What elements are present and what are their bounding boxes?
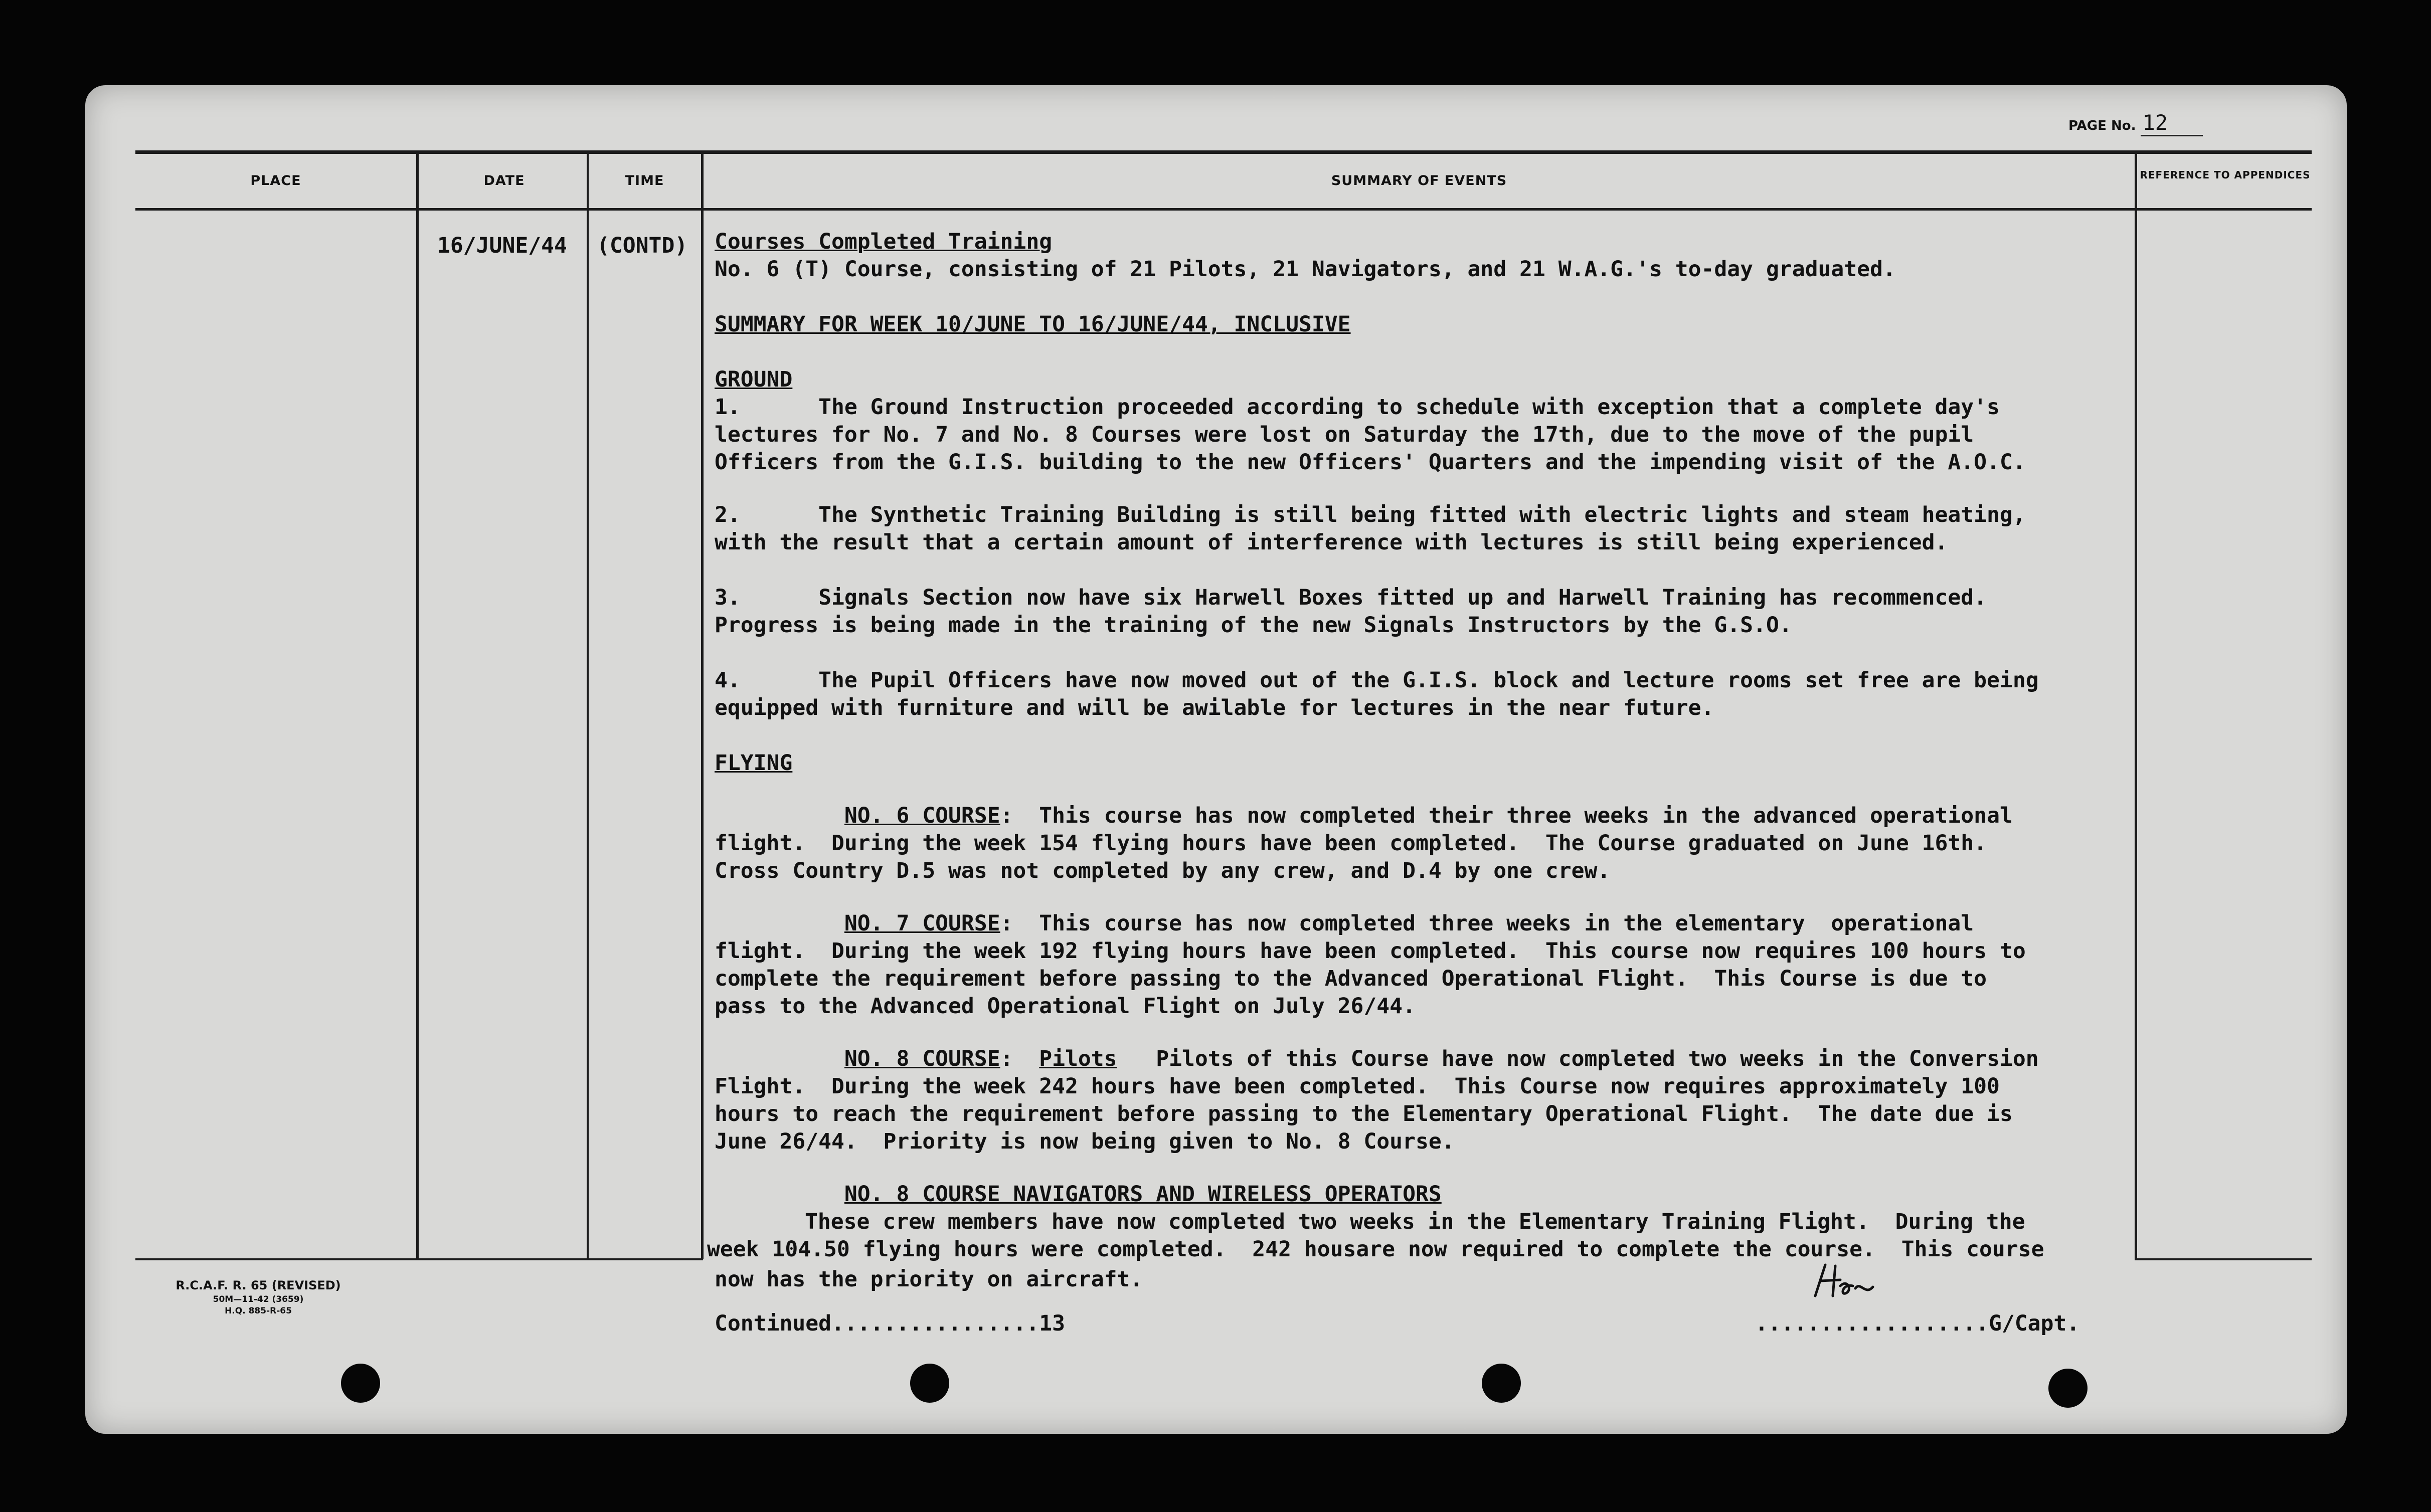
page-number [2068,110,2203,136]
course-8-line-2: Flight. During the week 242 hours have been completed. This Course now requires approximately 100 [715,1074,2000,1099]
courses-heading: Courses Completed Training [715,229,1053,254]
courses-text: No. 6 (T) Course, consisting of 21 Pilots, 21 Navigators, and 21 W.A.G.'s to-day graduated. [715,257,1896,282]
ground-item-1-line-2: lectures for No. 7 and No. 8 Courses were lost on Saturday the 17th, due to the move of the pupil [715,422,1974,447]
navigators-heading: NO. 8 COURSE NAVIGATORS AND WIRELESS OPERATORS [844,1182,1442,1207]
ground-item-1-line-3: Officers from the G.I.S. building to the new Officers' Quarters and the impending visit of the A.O.C. [715,450,2026,475]
course-8-label: NO. 8 COURSE [844,1046,1000,1071]
navigators-line-2: week 104.50 flying hours were completed. 242 housare now required to complete the course. This course [707,1237,2044,1262]
course-6-line-3: Cross Country D.5 was not completed by any crew, and D.4 by one crew. [715,858,1611,883]
column-header-summary: SUMMARY OF EVENTS [1331,173,1507,188]
binder-hole-4 [2048,1369,2088,1408]
bottom-rule-right [2135,1258,2312,1260]
course-8-line-1-text: Pilots of this Course have now completed two weeks in the Conversion [1117,1046,2039,1071]
entry-date: 16/JUNE/44 [437,233,567,258]
course-7-label: NO. 7 COURSE [844,911,1000,936]
column-rule-summary [2135,154,2137,1259]
course-8-pilots-label: Pilots [1039,1046,1117,1071]
handwritten-initials [1805,1261,1880,1301]
form-note-line-3: H.Q. 885-R-65 [225,1306,292,1316]
flying-heading: FLYING [715,750,793,776]
ground-item-3-line-2: Progress is being made in the training of the new Signals Instructors by the G.S.O. [715,613,1792,638]
entry-time: (CONTD) [597,233,688,258]
navigators-line-3: now has the priority on aircraft. [715,1267,1143,1292]
summary-heading: SUMMARY FOR WEEK 10/JUNE TO 16/JUNE/44, INCLUSIVE [715,312,1351,337]
course-8-line-3: hours to reach the requirement before passing to the Elementary Operational Flight. The date due is [715,1101,2013,1126]
course-7-line-1 [715,910,2119,937]
course-7-line-1-text: : This course has now completed three weeks in the elementary operational [1000,911,1974,936]
header-bottom-rule [135,208,2312,211]
page-number-label: PAGE No. [2068,118,2136,133]
course-6-line-2: flight. During the week 154 flying hours have been completed. The Course graduated on June 16th. [715,831,1987,856]
binder-hole-3 [1482,1364,1521,1403]
column-header-time: TIME [625,173,664,188]
ground-heading: GROUND [715,367,793,392]
course-6-line-1-text: : This course has now completed their three weeks in the advanced operational [1000,803,2013,828]
column-header-place: PLACE [250,173,301,188]
column-header-date: DATE [483,173,525,188]
form-note-line-1: R.C.A.F. R. 65 (REVISED) [176,1278,341,1292]
ground-item-3-line-1: 3. Signals Section now have six Harwell Boxes fitted up and Harwell Training has recommenced. [715,585,1987,610]
course-6-line-1 [715,802,2119,830]
signature-line: ..................G/Capt. [1755,1311,2080,1336]
ground-item-1-line-1: 1. The Ground Instruction proceeded according to schedule with exception that a complete day's [715,395,2000,420]
ground-item-2-line-2: with the result that a certain amount of interference with lectures is still being experienced. [715,530,1948,555]
course-8-line-4: June 26/44. Priority is now being given to No. 8 Course. [715,1129,1455,1154]
binder-hole-2 [910,1364,949,1403]
column-rule-date [587,154,589,1259]
continued-line: Continued................13 [715,1311,1065,1336]
course-7-line-2: flight. During the week 192 flying hours have been completed. This course now requires 100 hours to [715,938,2026,964]
course-6-label: NO. 6 COURSE [844,803,1000,828]
navigators-line-1: These crew members have now completed two weeks in the Elementary Training Flight. During the [805,1209,2025,1234]
binder-hole-1 [341,1364,380,1403]
ground-item-4-line-2: equipped with furniture and will be awilable for lectures in the near future. [715,695,1714,720]
page-number-value: 12 [2141,110,2203,136]
course-8-line-1: NO. 8 COURSE: Pilots Pilots of this Course have now completed two weeks in the Conversion [844,1046,2039,1071]
course-7-line-4: pass to the Advanced Operational Flight on July 26/44. [715,994,1416,1019]
column-rule-time [701,154,704,1259]
form-note-line-2: 50M—11-42 (3659) [213,1294,304,1304]
column-rule-place [416,154,419,1259]
course-7-line-3: complete the requirement before passing to the Advanced Operational Flight. This Course is due to [715,966,1987,991]
ground-item-4-line-1: 4. The Pupil Officers have now moved out of the G.I.S. block and lecture rooms set free are being [715,668,2039,693]
bottom-rule [135,1258,703,1260]
ground-item-2-line-1: 2. The Synthetic Training Building is still being fitted with electric lights and steam heating, [715,502,2026,527]
column-header-reference: REFERENCE TO APPENDICES [2140,169,2311,181]
header-top-rule [135,150,2312,154]
navigators-heading-line [715,1181,2119,1208]
